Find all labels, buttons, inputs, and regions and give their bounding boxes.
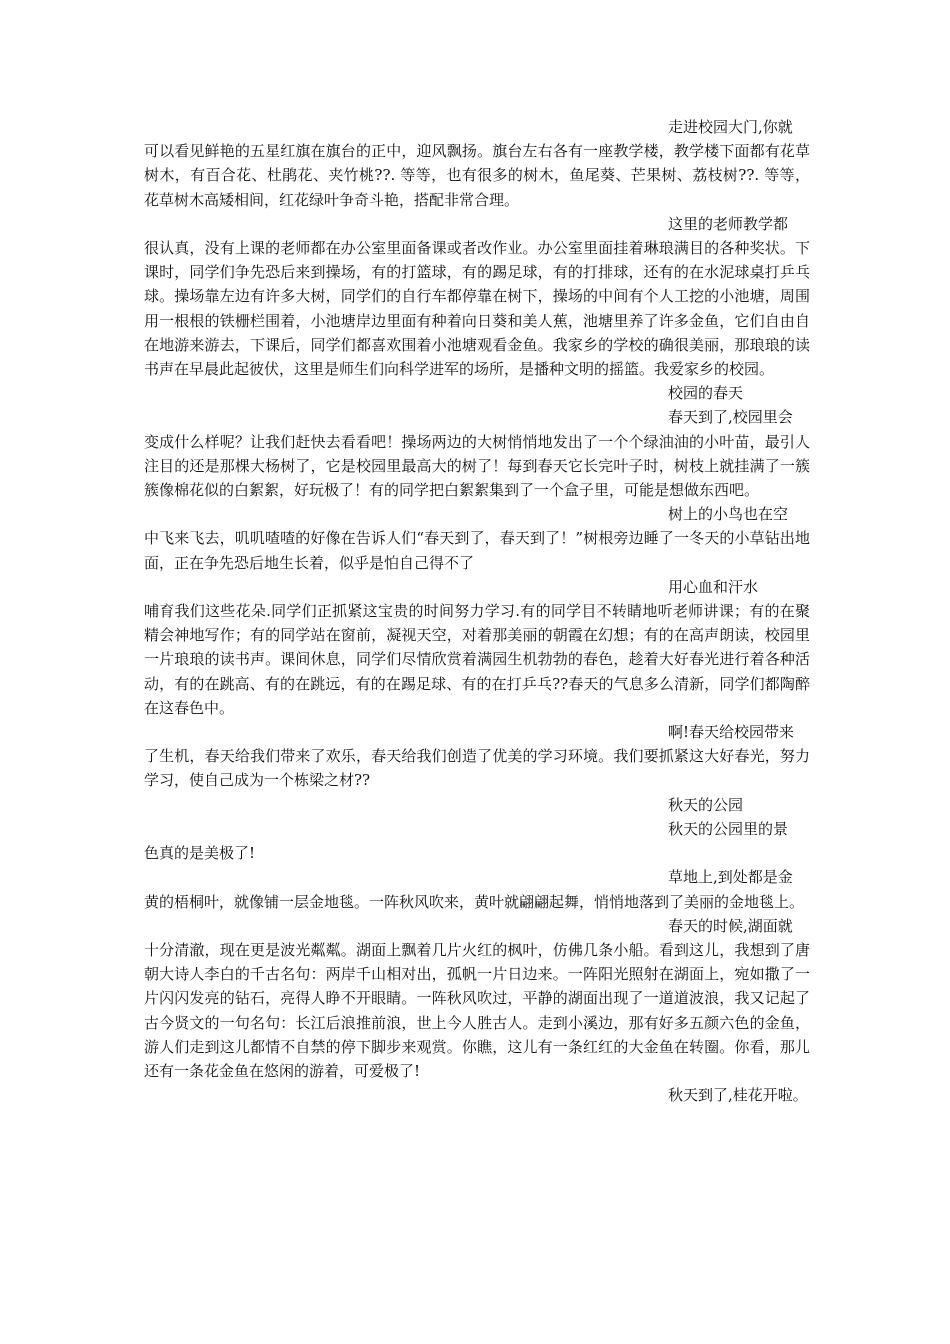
document-page (144, 115, 810, 1107)
paragraph-lead: 用心血和汗水 (668, 577, 759, 596)
closing-line: 秋天到了,桂花开啦。 (668, 1086, 808, 1105)
paragraph-lead: 走进校园大门,你就 (668, 118, 793, 136)
paragraph (144, 914, 810, 1083)
paragraph-body: 色真的是美极了! (144, 844, 256, 863)
paragraph (144, 115, 810, 212)
paragraph-body: 可以看见鲜艳的五星红旗在旗台的正中，迎风飘扬。旗台左右各有一座教学楼，教学楼下面都有花草树木，有百合花、杜鹃花、夹竹桃??. 等等，也有很多的树木，鱼尾葵、芒果树、荔枝树??. 等等，花草树木高矮相间，红花绿叶争奇斗艳，搭配非常合理。 (144, 142, 810, 209)
paragraph-lead: 草地上,到处都是金 (668, 868, 793, 887)
paragraph-lead: 秋天的公园里的景 (668, 819, 789, 838)
paragraph (144, 720, 810, 793)
paragraph (144, 865, 810, 913)
paragraph-lead: 春天到了,校园里会 (668, 408, 793, 427)
paragraph-body: 黄的梧桐叶，就像铺一层金地毯。一阵秋风吹来，黄叶就翩翩起舞，悄悄地落到了美丽的金地毯上。 (144, 892, 805, 911)
paragraph-lead: 啊!春天给校园带来 (668, 723, 795, 742)
paragraph-body: 哺育我们这些花朵.同学们正抓紧这宝贵的时间努力学习.有的同学目不转睛地听老师讲课；有的在聚精会神地写作；有的同学站在窗前，凝视天空，对着那美丽的朝霞在幻想；有的在高声朗读，校园里一片琅琅的读书声。课间休息，同学们尽情欣赏着满园生机勃勃的春色，趁着大好春光进行着各种活动，有的在跳高、有的在跳远，有的在踢足球、有的在打乒乓??春天的气息多么清新，同学们都陶醉在这春色中。 (144, 602, 810, 717)
paragraph (144, 405, 810, 502)
paragraph (144, 817, 810, 865)
section-heading: 校园的春天 (668, 384, 744, 403)
paragraph-body: 中飞来飞去，叽叽喳喳的好像在告诉人们“春天到了，春天到了！”树根旁边睡了一冬天的小草钻出地面，正在争先恐后地生长着，似乎是怕自己得不了 (144, 529, 810, 572)
paragraph-lead: 树上的小鸟也在空 (668, 505, 789, 524)
paragraph-body: 十分清澈，现在更是波光粼粼。湖面上飘着几片火红的枫叶，仿佛几条小船。看到这儿，我想到了唐朝大诗人李白的千古名句：两岸千山相对出，孤帆一片日边来。一阵阳光照射在湖面上，宛如撒了一片闪闪发亮的钻石，亮得人睁不开眼睛。一阵秋风吹过，平静的湖面出现了一道道波浪，我又记起了古今贤文的一句名句：长江后浪推前浪，世上今人胜古人。走到小溪边，那有好多五颜六色的金鱼，游人们走到这儿都情不自禁的停下脚步来观赏。你瞧，这儿有一条红红的大金鱼在转圈。你看，那儿还有一条花金鱼在悠闲的游着，可爱极了! (144, 940, 810, 1080)
paragraph-lead: 这里的老师教学都 (668, 214, 789, 233)
section-heading: 秋天的公园 (668, 795, 744, 814)
paragraph (144, 575, 810, 720)
paragraph (144, 502, 810, 575)
paragraph-lead: 春天的时候,湖面就 (668, 916, 793, 935)
paragraph-body: 了生机，春天给我们带来了欢乐，春天给我们创造了优美的学习环境。我们要抓紧这大好春光，努力学习，使自己成为一个栋梁之材?? (144, 747, 810, 790)
paragraph (144, 212, 810, 381)
paragraph-body: 变成什么样呢？让我们赶快去看看吧！操场两边的大树悄悄地发出了一个个绿油油的小叶苗，最引人注目的还是那棵大杨树了，它是校园里最高大的树了！每到春天它长完叶子时，树枝上就挂满了一簇簇像棉花似的白絮絮，好玩极了！有的同学把白絮絮集到了一个盒子里，可能是想做东西吧。 (144, 432, 810, 500)
paragraph-body: 很认真，没有上课的老师都在办公室里面备课或者改作业。办公室里面挂着琳琅满目的各种奖状。下课时，同学们争先恐后来到操场，有的打篮球，有的踢足球，有的打排球，还有的在水泥球桌打乒乓球。操场靠左边有许多大树，同学们的自行车都停靠在树下，操场的中间有个人工挖的小池塘，周围用一根根的铁栅栏围着，小池塘岸边里面有种着向日葵和美人蕉，池塘里养了许多金鱼，它们自由自在地游来游去，下课后，同学们都喜欢围着小池塘观看金鱼。我家乡的学校的确很美丽，那琅琅的读书声在早晨此起彼伏，这里是师生们向科学进军的场所，是播种文明的摇篮。我爱家乡的校园。 (144, 239, 810, 379)
